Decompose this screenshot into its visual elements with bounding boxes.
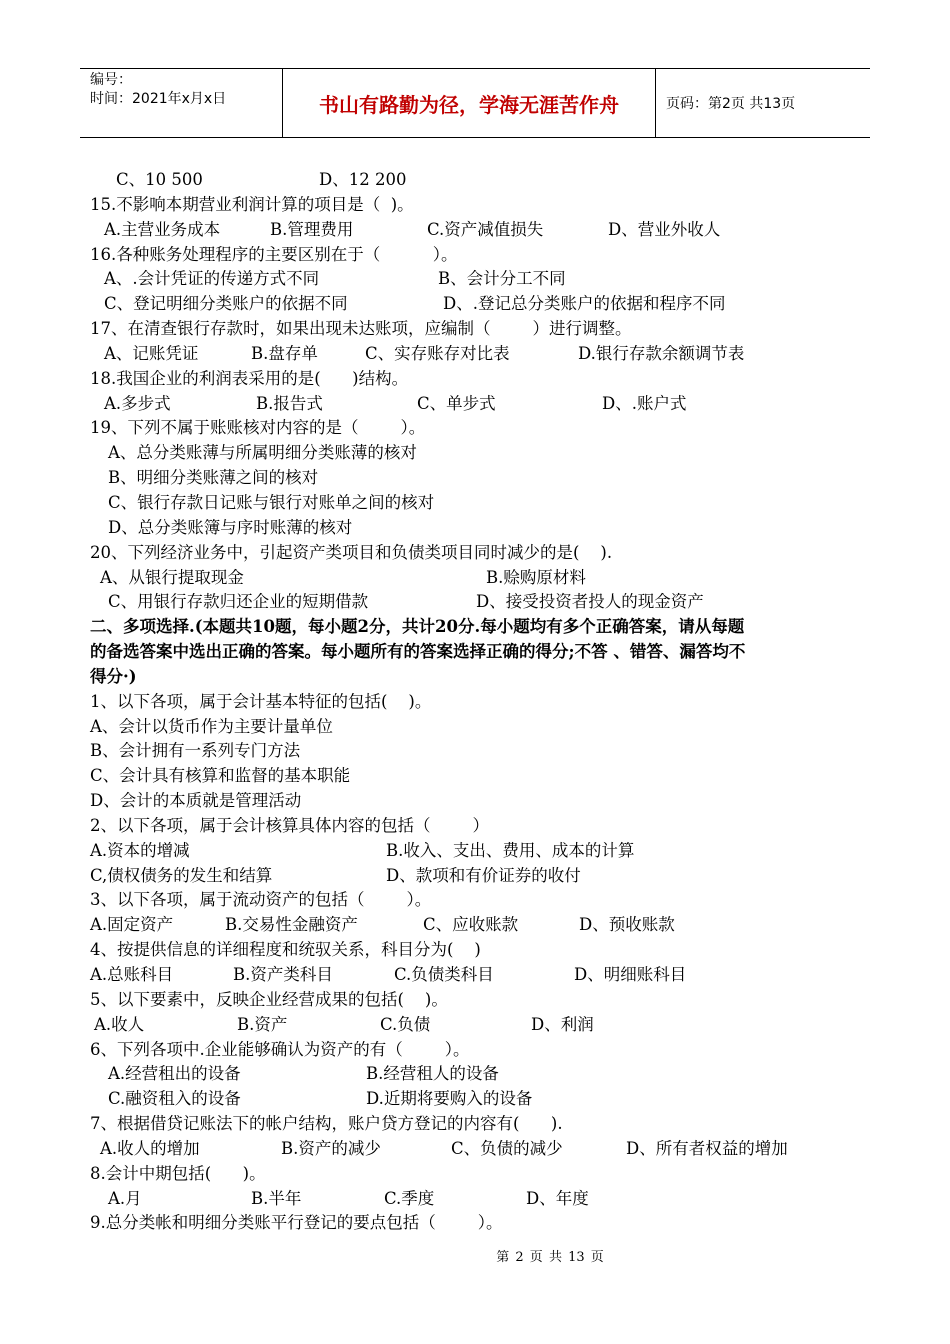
answer-option: A、从银行提取现金 <box>100 567 244 587</box>
page-header <box>80 68 870 138</box>
line-text: 2、以下各项，属于会计核算具体内容的包括（ ） <box>90 815 489 835</box>
answer-option: C、负债的减少 <box>451 1138 563 1158</box>
text-line <box>90 739 870 764</box>
answer-option: B.管理费用 <box>270 219 354 239</box>
text-line <box>90 913 870 938</box>
answer-option: C、10 500 <box>116 170 203 189</box>
answer-option: B.赊购原材料 <box>486 567 586 587</box>
answer-option: B.半年 <box>251 1188 302 1208</box>
text-line <box>90 1112 870 1137</box>
answer-option: C.资产减值损失 <box>427 219 544 239</box>
answer-option: D、利润 <box>531 1014 594 1034</box>
answer-option: B、会计分工不同 <box>438 269 566 289</box>
line-text: C、会计具有核算和监督的基本职能 <box>90 766 351 786</box>
line-text: D、总分类账簿与序时账薄的核对 <box>108 517 353 537</box>
line-text: 15.不影响本期营业利润计算的项目是（ )。 <box>90 194 414 214</box>
answer-option: A.总账科目 <box>90 965 174 984</box>
text-line <box>90 168 870 193</box>
answer-option: B.收入、支出、费用、成本的计算 <box>386 840 635 860</box>
line-text: B、明细分类账薄之间的核对 <box>108 468 319 488</box>
answer-option: C.融资租入的设备 <box>108 1089 241 1109</box>
text-line <box>90 988 870 1013</box>
text-line <box>90 1038 870 1063</box>
doc-number-label: 编号： <box>90 72 132 88</box>
answer-option: C.负债类科目 <box>394 965 494 984</box>
text-line <box>90 665 870 690</box>
text-line <box>90 864 870 889</box>
text-line <box>90 1087 870 1112</box>
answer-option: B.资产的减少 <box>281 1138 381 1158</box>
line-text: 9.总分类帐和明细分类账平行登记的要点包括（ ）。 <box>90 1213 503 1233</box>
line-text: 1、以下各项，属于会计基本特征的包括( )。 <box>90 691 432 711</box>
text-line <box>90 218 870 243</box>
text-line <box>90 566 870 591</box>
text-line <box>90 938 870 963</box>
answer-option: D、接受投资者投人的现金资产 <box>476 592 704 612</box>
answer-option: B.经营租人的设备 <box>366 1064 499 1084</box>
line-text: 的备选答案中选出正确的答案。每小题所有的答案选择正确的得分;不答 、错答、漏答均不 <box>90 642 746 662</box>
text-line <box>90 690 870 715</box>
answer-option: D、12 200 <box>319 170 407 189</box>
footer-text: 页 <box>529 1250 543 1265</box>
answer-option: A.资本的增减 <box>90 840 190 860</box>
footer-text: 页 <box>590 1250 604 1265</box>
line-text: 8.会计中期包括( )。 <box>90 1163 266 1183</box>
answer-option: C,债权债务的发生和结算 <box>90 865 273 885</box>
answer-option: B.交易性金融资产 <box>225 915 358 935</box>
text-line <box>90 715 870 740</box>
answer-option: B.资产类科目 <box>233 965 333 984</box>
text-line <box>90 267 870 292</box>
line-text: 3、以下各项，属于流动资产的包括（ ）。 <box>90 890 432 910</box>
answer-option: C、单步式 <box>417 393 496 413</box>
line-text: 得分·) <box>90 666 137 686</box>
answer-option: A.固定资产 <box>90 915 174 935</box>
page-footer <box>0 1246 950 1265</box>
footer-text: 第 <box>496 1250 510 1265</box>
answer-option: D、.账户式 <box>602 393 687 413</box>
answer-option: D、年度 <box>526 1188 589 1208</box>
line-text: 二、多项选择.(本题共10题，每小题2分，共计20分.每小题均有多个正确答案，请从每题 <box>90 617 745 637</box>
answer-option: D.近期将要购入的设备 <box>366 1089 533 1109</box>
text-line <box>90 963 870 988</box>
line-text: B、会计拥有一系列专门方法 <box>90 741 301 761</box>
text-line <box>90 615 870 640</box>
answer-option: A.经营租出的设备 <box>108 1064 241 1084</box>
text-line <box>90 516 870 541</box>
answer-option: A.收人的增加 <box>100 1138 200 1158</box>
footer-text: 共 <box>548 1250 562 1265</box>
answer-option: C.季度 <box>384 1188 435 1208</box>
answer-option: C、实存账存对比表 <box>365 343 510 363</box>
text-line <box>90 491 870 516</box>
answer-option: B.报告式 <box>256 393 323 413</box>
answer-option: D、预收账款 <box>579 915 675 935</box>
text-line <box>90 888 870 913</box>
header-page-info: 页码：第2页 共13页 <box>666 96 796 112</box>
answer-option: A、.会计凭证的传递方式不同 <box>104 269 320 289</box>
line-text: C、银行存款日记账与银行对账单之间的核对 <box>108 492 435 512</box>
header-meta <box>80 69 283 137</box>
footer-total-pages: 13 <box>568 1250 585 1265</box>
line-text: 16.各种账务处理程序的主要区别在于（ ）。 <box>90 244 458 264</box>
answer-option: C、应收账款 <box>423 915 519 935</box>
text-line <box>90 1013 870 1038</box>
answer-option: D、所有者权益的增加 <box>626 1138 788 1158</box>
text-line <box>90 789 870 814</box>
line-text: 18.我国企业的利润表采用的是( )结构。 <box>90 368 409 388</box>
text-line <box>90 1211 870 1236</box>
answer-option: B.盘存单 <box>251 343 318 363</box>
answer-option: C、登记明细分类账户的依据不同 <box>104 294 348 314</box>
text-line <box>90 292 870 317</box>
text-line <box>90 1162 870 1187</box>
text-line <box>90 342 870 367</box>
answer-option: C、用银行存款归还企业的短期借款 <box>108 592 369 612</box>
answer-option: D、款项和有价证券的收付 <box>386 865 581 885</box>
line-text: 4、按提供信息的详细程度和统驭关系，科目分为( ) <box>90 940 481 960</box>
text-line <box>90 541 870 566</box>
answer-option: A.收人 <box>94 1014 145 1034</box>
line-text: A、总分类账薄与所属明细分类账薄的核对 <box>108 443 417 463</box>
line-text: A、会计以货币作为主要计量单位 <box>90 716 333 736</box>
text-line <box>90 590 870 615</box>
text-line <box>90 1062 870 1087</box>
doc-time-label: 时间：2021年x月x日 <box>90 91 227 107</box>
header-motto: 书山有路勤为径，学海无涯苦作舟 <box>283 69 656 137</box>
text-line <box>90 392 870 417</box>
line-text: 19、下列不属于账账核对内容的是（ ）。 <box>90 418 426 438</box>
text-line <box>90 441 870 466</box>
text-line <box>90 764 870 789</box>
answer-option: A.月 <box>108 1188 142 1208</box>
text-line <box>90 1187 870 1212</box>
answer-option: D、明细账科目 <box>574 965 687 984</box>
line-text: 6、下列各项中.企业能够确认为资产的有（ ）。 <box>90 1039 470 1059</box>
text-line <box>90 640 870 665</box>
answer-option: C.负债 <box>380 1014 431 1034</box>
text-line <box>90 466 870 491</box>
line-text: D、会计的本质就是管理活动 <box>90 791 302 811</box>
answer-option: B.资产 <box>237 1014 288 1034</box>
text-line <box>90 839 870 864</box>
line-text: 20、下列经济业务中，引起资产类项目和负债类项目同时减少的是( ). <box>90 542 613 562</box>
text-line <box>90 416 870 441</box>
text-line <box>90 243 870 268</box>
question-body <box>90 168 870 1236</box>
line-text: 7、根据借贷记账法下的帐户结构，账户贷方登记的内容有( ). <box>90 1114 563 1134</box>
answer-option: A、记账凭证 <box>104 343 199 363</box>
answer-option: D、营业外收人 <box>608 219 721 239</box>
footer-page-number: 2 <box>515 1250 524 1265</box>
answer-option: D.银行存款余额调节表 <box>578 343 745 363</box>
answer-option: A.主营业务成本 <box>104 219 221 239</box>
text-line <box>90 193 870 218</box>
text-line <box>90 367 870 392</box>
answer-option: A.多步式 <box>104 393 171 413</box>
text-line <box>90 814 870 839</box>
answer-option: D、.登记总分类账户的依据和程序不同 <box>443 294 726 314</box>
text-line <box>90 317 870 342</box>
line-text: 5、以下要素中，反映企业经营成果的包括( )。 <box>90 989 448 1009</box>
line-text: 17、在清查银行存款时，如果出现未达账项，应编制（ ）进行调整。 <box>90 319 632 339</box>
text-line <box>90 1137 870 1162</box>
